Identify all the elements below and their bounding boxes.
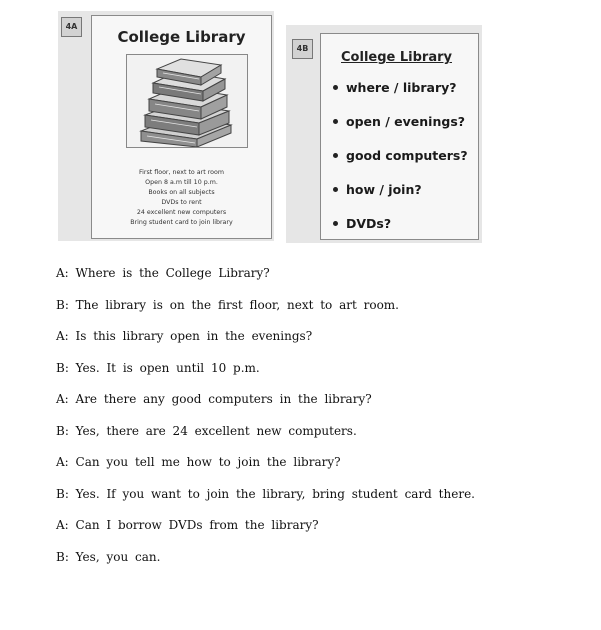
bullet-icon: [333, 221, 338, 226]
prompt-text: DVDs?: [346, 216, 392, 231]
library-facts-list: [92, 168, 271, 228]
dialogue-line: A: Can I borrow DVDs from the library?: [56, 518, 319, 532]
bullet-icon: [333, 85, 338, 90]
prompt-text: how / join?: [346, 182, 422, 197]
books-stack-icon: [127, 55, 247, 147]
dialogue-line: B: Yes, you can.: [56, 549, 161, 564]
prompt-item: [333, 148, 468, 182]
dialogue-line: A: Can you tell me how to join the library?: [56, 455, 341, 469]
prompt-text: good computers?: [346, 148, 468, 163]
card-4a-panel: [91, 15, 272, 239]
dialogue-list: [56, 266, 475, 581]
fact-item: Books on all subjects: [148, 189, 215, 196]
card-4a-title: College Library: [117, 28, 246, 46]
dialogue-line: B: Yes. It is open until 10 p.m.: [56, 360, 260, 375]
fact-item: First floor, next to art room: [139, 169, 224, 176]
prompt-text: open / evenings?: [346, 114, 466, 129]
fact-item: 24 excellent new computers: [136, 209, 227, 216]
prompt-item: [333, 182, 468, 216]
bullet-icon: [333, 187, 338, 192]
dialogue-line: A: Is this library open in the evenings?: [56, 329, 313, 343]
bullet-icon: [333, 153, 338, 158]
dialogue-line: B: The library is on the first floor, next to art room.: [56, 297, 399, 312]
card-4b-title: College Library: [341, 50, 452, 65]
dialogue-line: B: Yes. If you want to join the library, bring student card there.: [56, 486, 475, 501]
card-4b-tag: 4B: [292, 39, 313, 59]
bullet-icon: [333, 119, 338, 124]
prompt-item: [333, 216, 468, 250]
dialogue-line: A: Where is the College Library?: [56, 266, 270, 280]
card-4a-tag: 4A: [61, 17, 82, 37]
prompt-text: where / library?: [346, 80, 457, 95]
fact-item: Bring student card to join library: [130, 219, 233, 226]
card-4a: [58, 11, 274, 241]
prompt-item: [333, 114, 468, 148]
question-prompts-list: [333, 80, 468, 250]
dialogue-line: B: Yes, there are 24 excellent new computers.: [56, 423, 357, 438]
books-stack-image: [126, 54, 248, 148]
fact-item: DVDs to rent: [161, 199, 202, 206]
card-4b: [286, 25, 482, 243]
dialogue-line: A: Are there any good computers in the library?: [56, 392, 372, 406]
card-4b-panel: [320, 33, 479, 240]
prompt-item: [333, 80, 468, 114]
fact-item: Open 8 a.m till 10 p.m.: [145, 179, 218, 186]
